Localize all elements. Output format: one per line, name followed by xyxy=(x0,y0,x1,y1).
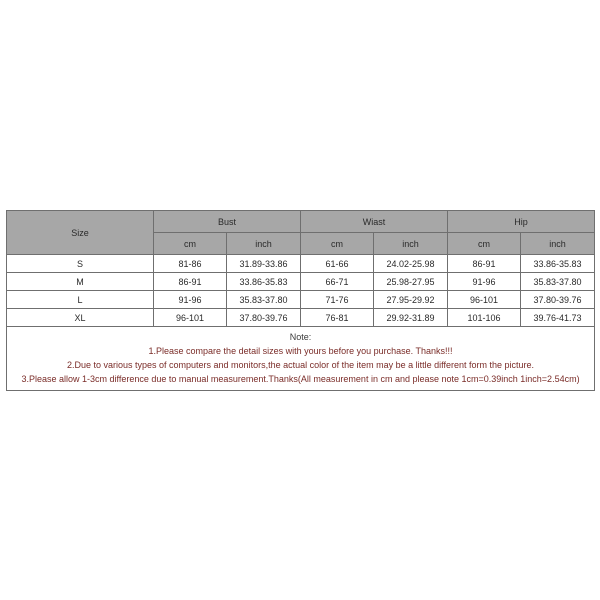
unit-header: cm xyxy=(448,233,521,255)
notes-cell xyxy=(7,327,595,391)
table-row xyxy=(7,273,595,291)
table-cell: 86-91 xyxy=(154,273,227,291)
table-cell: 76-81 xyxy=(301,309,374,327)
unit-header: inch xyxy=(227,233,301,255)
notes-row xyxy=(7,327,595,391)
table-cell: 91-96 xyxy=(154,291,227,309)
unit-header: cm xyxy=(301,233,374,255)
size-cell: M xyxy=(7,273,154,291)
table-cell: 29.92-31.89 xyxy=(374,309,448,327)
table-cell: 35.83-37.80 xyxy=(521,273,595,291)
table-row xyxy=(7,309,595,327)
unit-header: inch xyxy=(521,233,595,255)
table-cell: 101-106 xyxy=(448,309,521,327)
waist-header: Wiast xyxy=(301,211,448,233)
table-cell: 71-76 xyxy=(301,291,374,309)
table-cell: 81-86 xyxy=(154,255,227,273)
table-row xyxy=(7,255,595,273)
unit-header: cm xyxy=(154,233,227,255)
table-cell: 39.76-41.73 xyxy=(521,309,595,327)
size-chart-table xyxy=(6,210,595,391)
table-cell: 96-101 xyxy=(154,309,227,327)
table-cell: 25.98-27.95 xyxy=(374,273,448,291)
header-row-groups xyxy=(7,211,595,233)
table-cell: 33.86-35.83 xyxy=(521,255,595,273)
table-cell: 31.89-33.86 xyxy=(227,255,301,273)
table-cell: 91-96 xyxy=(448,273,521,291)
notes-block xyxy=(7,327,594,390)
size-cell: XL xyxy=(7,309,154,327)
note-line: 3.Please allow 1-3cm difference due to manual measurement.Thanks(All measurement in cm and please note 1cm=0.39inch 1inch=2.54cm) xyxy=(21,374,580,384)
table-cell: 35.83-37.80 xyxy=(227,291,301,309)
size-header: Size xyxy=(7,211,154,255)
note-line: 1.Please compare the detail sizes with yours before you purchase. Thanks!!! xyxy=(148,346,453,356)
table-cell: 27.95-29.92 xyxy=(374,291,448,309)
table-cell: 33.86-35.83 xyxy=(227,273,301,291)
note-line: 2.Due to various types of computers and monitors,the actual color of the item may be a little different form the picture. xyxy=(66,360,535,370)
size-cell: L xyxy=(7,291,154,309)
table-cell: 37.80-39.76 xyxy=(227,309,301,327)
table-cell: 61-66 xyxy=(301,255,374,273)
table-cell: 66-71 xyxy=(301,273,374,291)
bust-header: Bust xyxy=(154,211,301,233)
hip-header: Hip xyxy=(448,211,595,233)
unit-header: inch xyxy=(374,233,448,255)
table-cell: 96-101 xyxy=(448,291,521,309)
table-cell: 24.02-25.98 xyxy=(374,255,448,273)
notes-title: Note: xyxy=(289,332,312,342)
table-row xyxy=(7,291,595,309)
table-cell: 86-91 xyxy=(448,255,521,273)
table-cell: 37.80-39.76 xyxy=(521,291,595,309)
size-cell: S xyxy=(7,255,154,273)
